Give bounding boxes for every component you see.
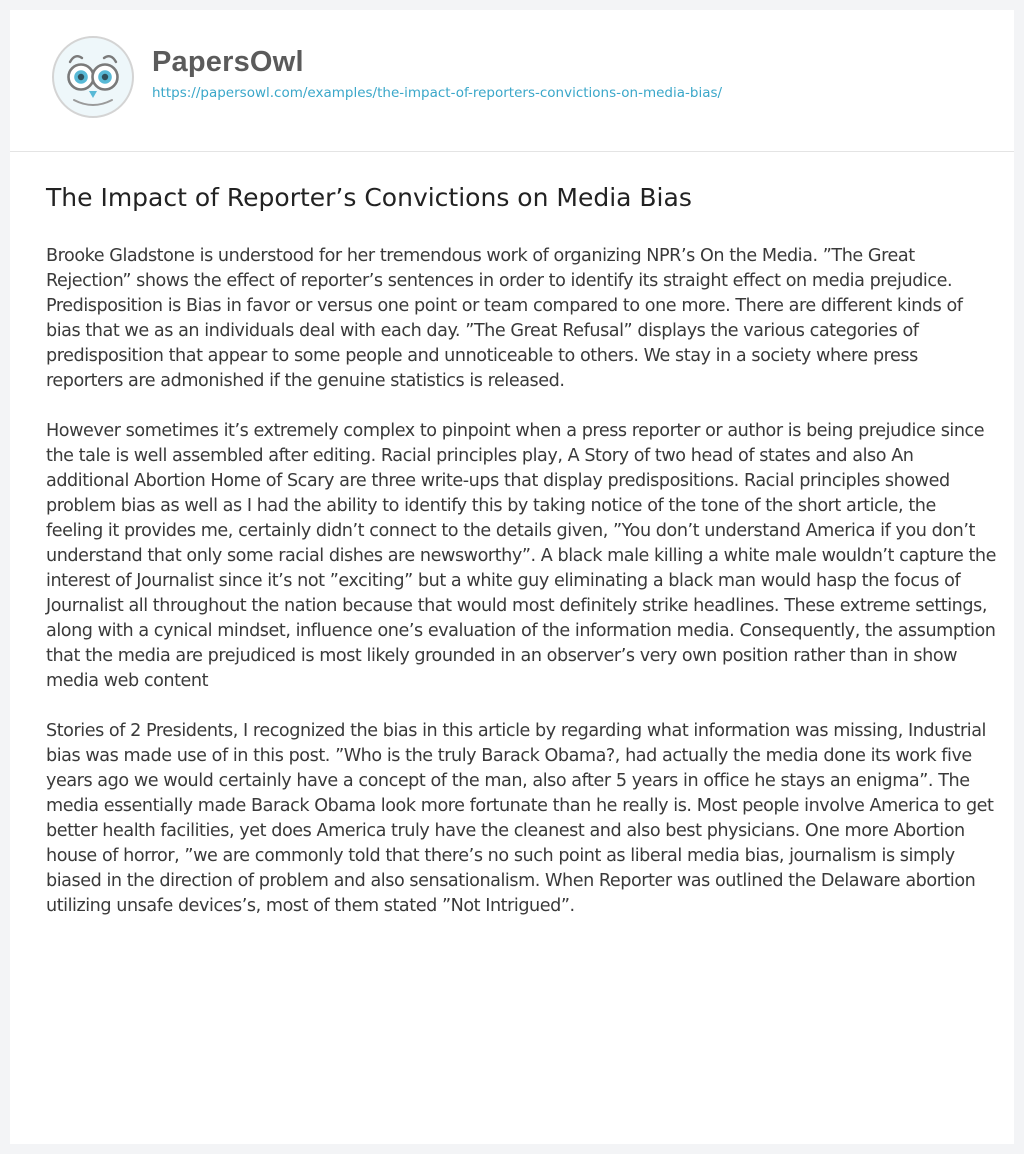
brand-block: [152, 44, 722, 104]
brand-name[interactable]: PapersOwl: [152, 46, 304, 78]
header-divider: [10, 151, 1014, 152]
source-url-link[interactable]: https://papersowl.com/examples/the-impact-of-reporters-convictions-on-media-bias/: [152, 85, 723, 101]
paragraph-2: However sometimes it’s extremely complex to pinpoint when a press reporter or author is being prejudice since the tale is well assembled after editing. Racial principles play, A Story of two head of states and also An additional Abortion Home of Scary are three write-ups that display predispositions. Racial principles showed problem bias as well as I had the ability to identify this by taking notice of the tone of the short article, the feeling it provides me, certainly didn’t connect to the details given, ”You don’t understand America if you don’t understand that only some racial dishes are newsworthy”. A black male killing a white male wouldn’t capture the interest of Journalist since it’s not ”exciting” but a white guy eliminating a black man would hasp the focus of Journalist all throughout the nation because that would most definitely strike headlines. These extreme settings, along with a cynical mindset, influence one’s evaluation of the information media. Consequently, the assumption that the media are prejudiced is most likely grounded in an observer’s very own position rather than in show media web content: [46, 421, 997, 691]
paragraph-3: Stories of 2 Presidents, I recognized the bias in this article by regarding what information was missing, Industrial bias was made use of in this post. ”Who is the truly Barack Obama?, had actually the media done its work five years ago we would certainly have a concept of the man, also after 5 years in office he stays an enigma”. The media essentially made Barack Obama look more fortunate than he really is. Most people involve America to get better health facilities, yet does America truly have the cleanest and also best physicians. One more Abortion house of horror, ”we are commonly told that there’s no such point as liberal media bias, journalism is simply biased in the direction of problem and also sensationalism. When Reporter was outlined the Delaware abortion utilizing unsafe devices’s, most of them stated ”Not Intrigued”.: [46, 721, 994, 916]
owl-logo-icon: [48, 32, 138, 122]
site-header: [48, 32, 722, 122]
paragraph-1: Brooke Gladstone is understood for her tremendous work of organizing NPR’s On the Media. ”The Great Rejection” shows the effect of reporter’s sentences in order to identify its straight effect on media prejudice. Predisposition is Bias in favor or versus one point or team compared to one more. There are different kinds of bias that we as an individuals deal with each day. ”The Great Refusal” displays the various categories of predisposition that appear to some people and unnoticeable to others. We stay in a society where press reporters are admonished if the genuine statistics is released.: [46, 246, 963, 391]
page-title: The Impact of Reporter’s Convictions on Media Bias: [46, 183, 692, 212]
article-body: [46, 244, 996, 944]
document-page: [10, 10, 1014, 1144]
